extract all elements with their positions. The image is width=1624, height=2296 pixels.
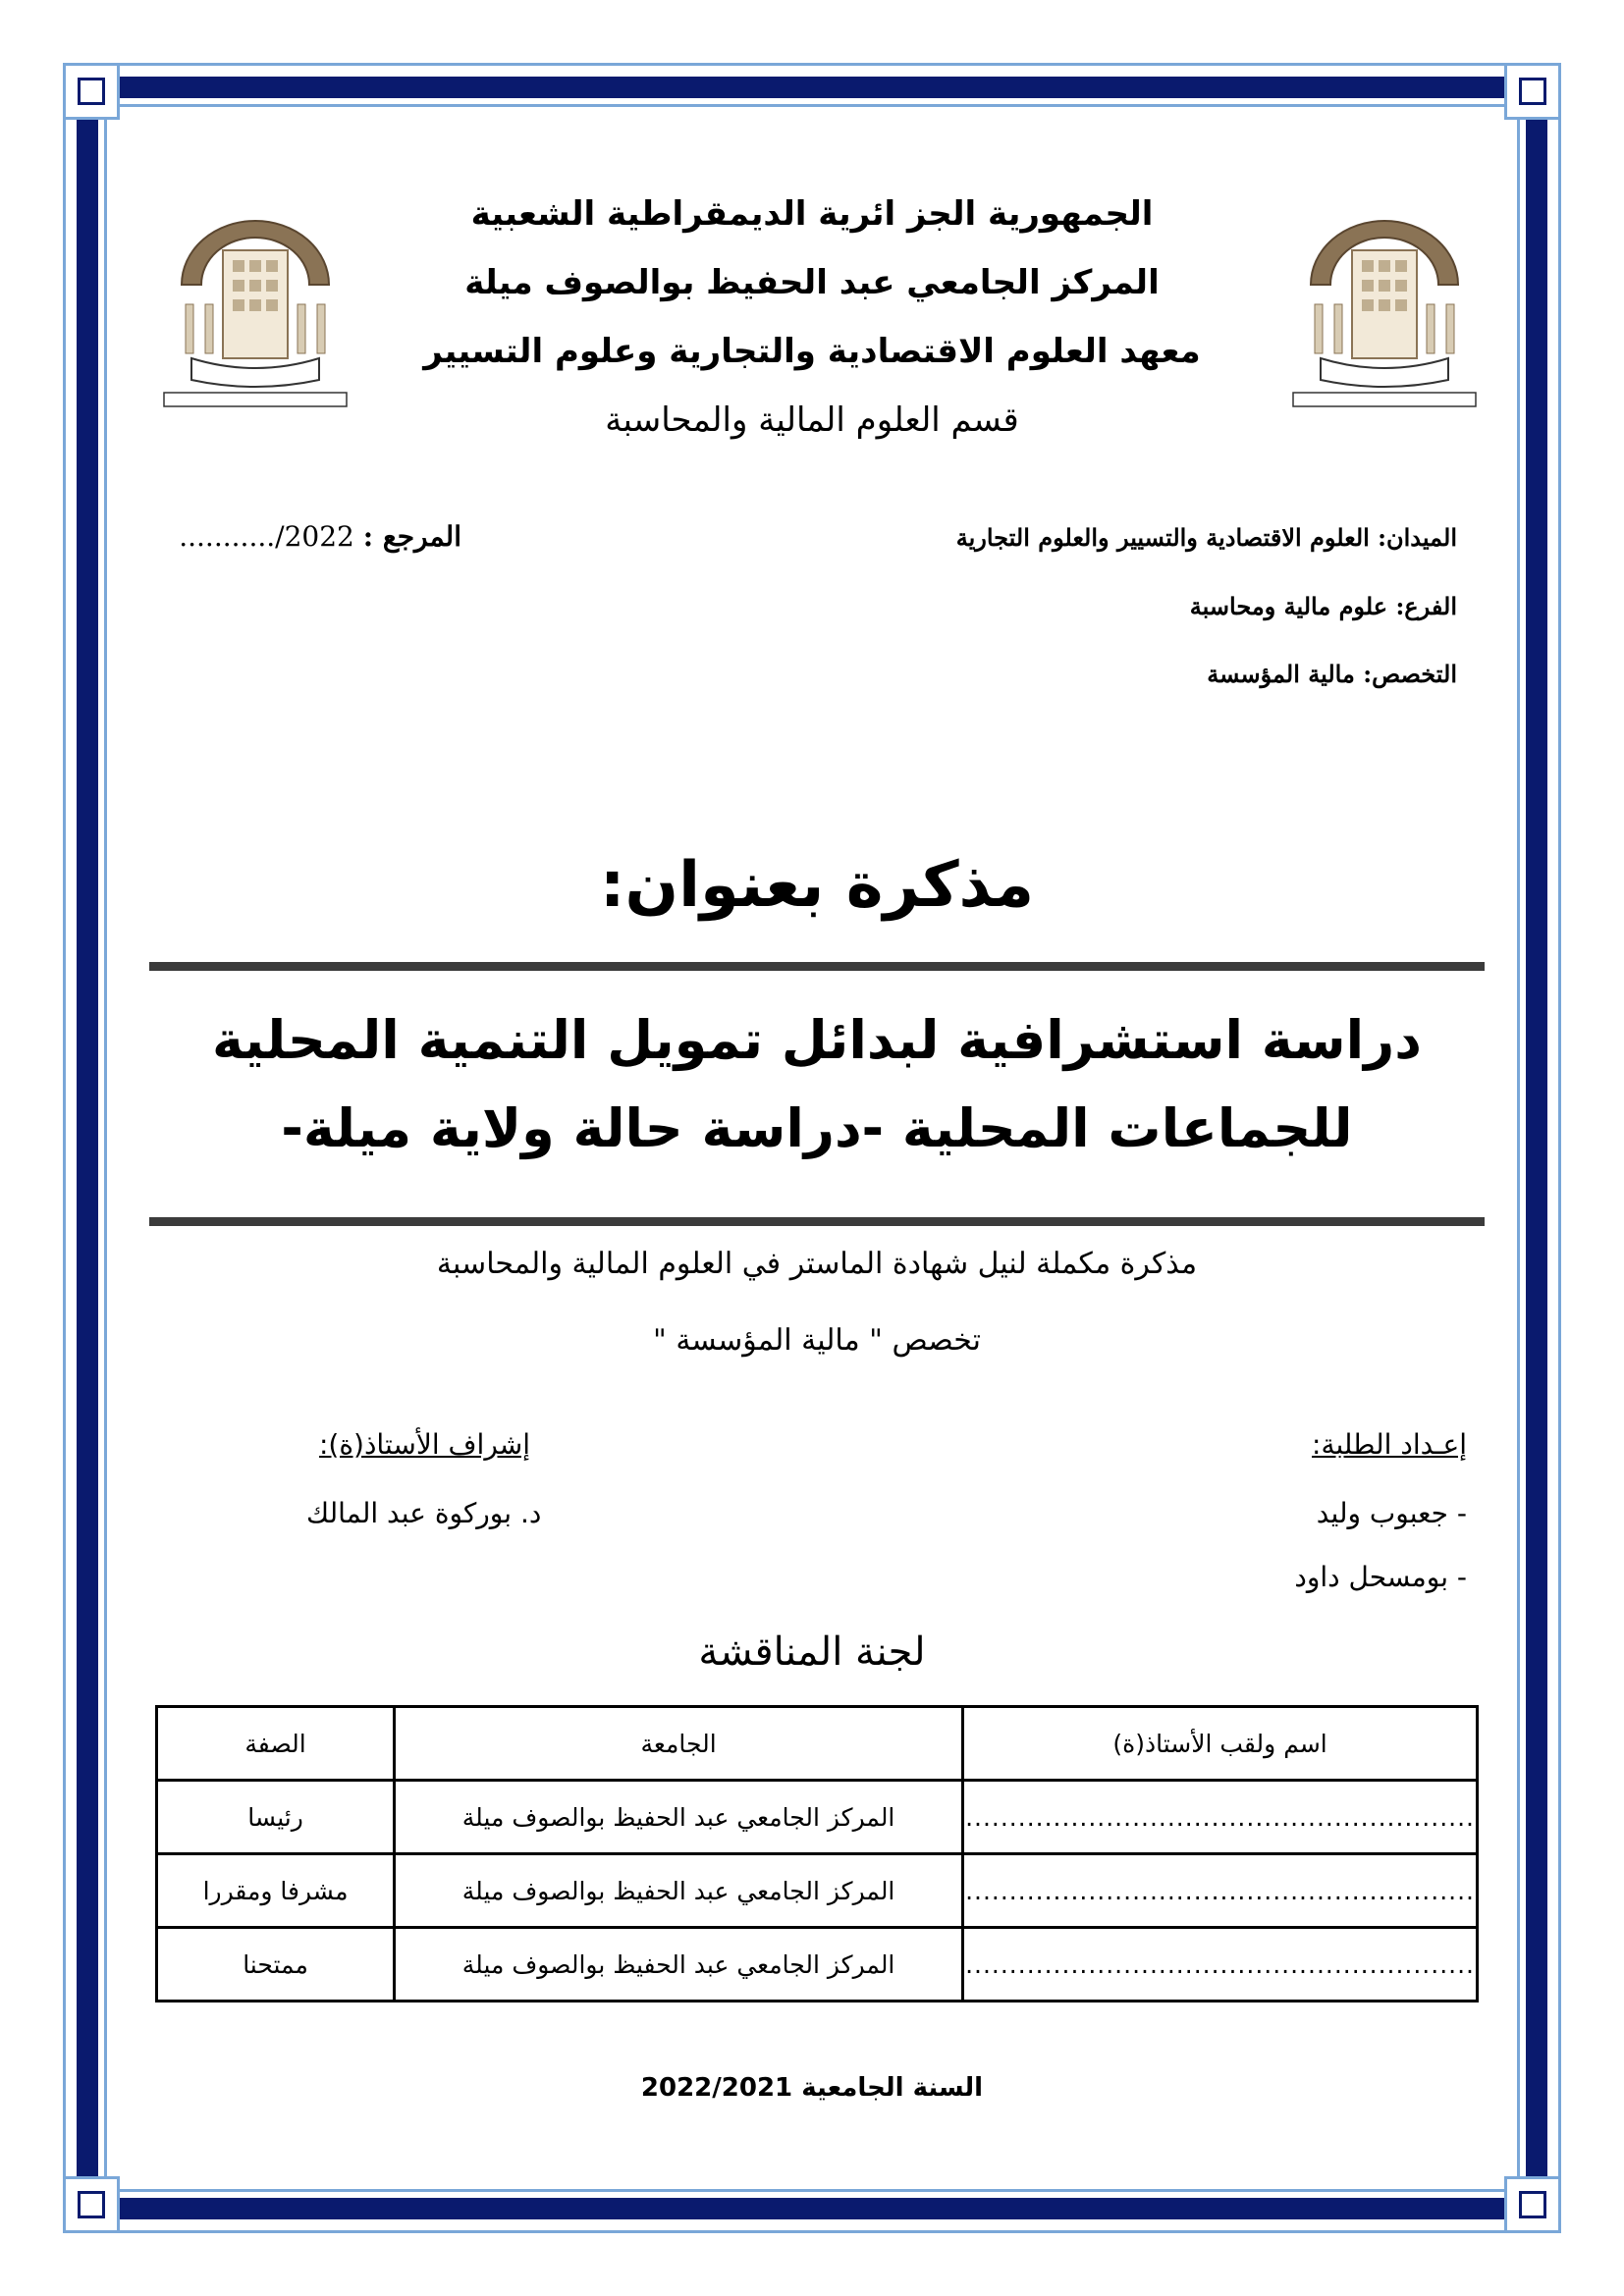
- header-university: الجامعة: [395, 1707, 963, 1781]
- student-name-1: - جعبوب وليد: [1316, 1497, 1467, 1529]
- supervisor-name: د. بوركوة عبد المالك: [306, 1497, 542, 1529]
- supervisor-label: إشراف الأستاذ(ة):: [319, 1428, 531, 1461]
- field-specialty: التخصص: مالية المؤسسة: [1207, 660, 1457, 688]
- student-name-2: - بومسحل داود: [1294, 1561, 1467, 1593]
- title-rule-top: [149, 962, 1485, 971]
- university-logo-right: [1291, 211, 1478, 407]
- title-rule-bottom: [149, 1217, 1485, 1226]
- professor-name-placeholder: ..........................................................: [963, 1854, 1478, 1928]
- field-domain: الميدان: العلوم الاقتصادية والتسيير والعلوم التجارية: [955, 523, 1457, 552]
- field-branch: الفرع: علوم مالية ومحاسبة: [1189, 592, 1457, 620]
- professor-name-placeholder: ..........................................................: [963, 1781, 1478, 1854]
- header-university: المركز الجامعي عبد الحفيظ بوالصوف ميلة: [464, 263, 1160, 302]
- corner-ornament-bottom-left: [63, 2176, 120, 2233]
- reference-label: المرجع :: [362, 520, 461, 553]
- university-cell: المركز الجامعي عبد الحفيظ بوالصوف ميلة: [395, 1928, 963, 2002]
- students-label: إعـداد الطلبة:: [1312, 1428, 1467, 1461]
- header-department: قسم العلوم المالية والمحاسبة: [605, 400, 1019, 440]
- role-cell: رئيسا: [157, 1781, 395, 1854]
- role-cell: ممتحنا: [157, 1928, 395, 2002]
- degree-statement: مذكرة مكملة لنيل شهادة الماستر في العلوم المالية والمحاسبة: [436, 1247, 1198, 1281]
- thesis-title-line2: للجماعات المحلية -دراسة حالة ولاية ميلة-: [281, 1097, 1353, 1159]
- committee-table: [155, 1705, 1479, 2002]
- university-logo-left: [162, 211, 349, 407]
- role-cell: مشرفا ومقررا: [157, 1854, 395, 1928]
- university-building-icon: [1291, 211, 1478, 407]
- degree-specialty: تخصص " مالية المؤسسة ": [652, 1323, 981, 1358]
- reference-value: 2022/...........: [179, 520, 354, 553]
- table-header-row: [157, 1707, 1478, 1781]
- header-institute: معهد العلوم الاقتصادية والتجارية وعلوم التسيير: [423, 332, 1201, 371]
- university-building-icon: [162, 211, 349, 407]
- professor-name-placeholder: ..........................................................: [963, 1928, 1478, 2002]
- university-cell: المركز الجامعي عبد الحفيظ بوالصوف ميلة: [395, 1781, 963, 1854]
- thesis-title-line1: دراسة استشرافية لبدائل تمويل التنمية المحلية: [212, 1009, 1422, 1071]
- table-row: [157, 1928, 1478, 2002]
- reference-line: [177, 520, 461, 553]
- academic-year: السنة الجامعية 2022/2021: [640, 2073, 984, 2103]
- header-republic: الجمهورية الجز ائرية الديمقراطية الشعبية: [470, 194, 1154, 234]
- header-role: الصفة: [157, 1707, 395, 1781]
- table-row: [157, 1854, 1478, 1928]
- corner-ornament-bottom-right: [1504, 2176, 1561, 2233]
- table-row: [157, 1781, 1478, 1854]
- memo-heading: مذكرة بعنوان:: [599, 849, 1035, 922]
- committee-title: لجنة المناقشة: [698, 1629, 926, 1675]
- header-professor-name: اسم ولقب الأستاذ(ة): [963, 1707, 1478, 1781]
- corner-ornament-top-left: [63, 63, 120, 120]
- corner-ornament-top-right: [1504, 63, 1561, 120]
- university-cell: المركز الجامعي عبد الحفيظ بوالصوف ميلة: [395, 1854, 963, 1928]
